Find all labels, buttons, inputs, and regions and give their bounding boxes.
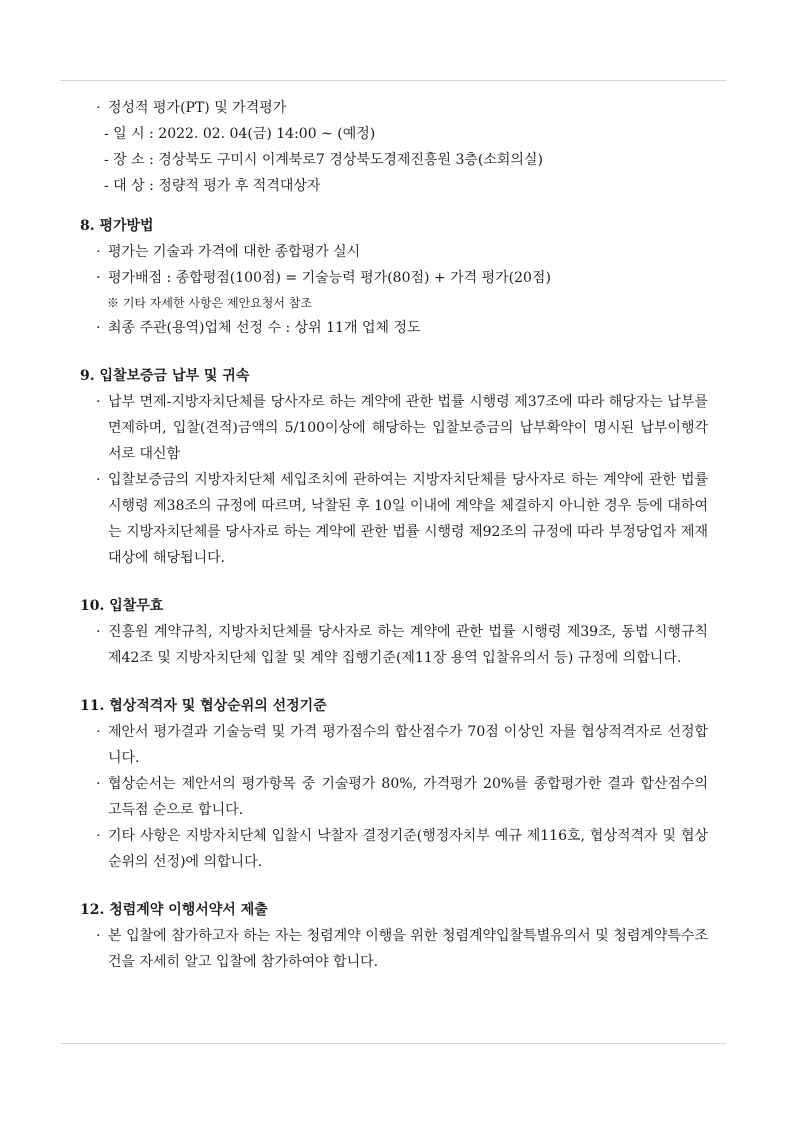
bullet-text: 최종 주관(용역)업체 선정 수 : 상위 11개 업체 정도	[108, 320, 421, 336]
schedule-place: - 장 소 : 경상북도 구미시 이계북로7 경상북도경제진흥원 3층(소회의실)	[104, 152, 543, 168]
schedule-target: - 대 상 : 정량적 평가 후 적격대상자	[104, 178, 321, 194]
bullet-item	[80, 619, 708, 671]
bullet-text: 기타 사항은 지방자치단체 입찰시 낙찰자 결정기준(행정자치부 예규 제116호, 협상적격자 및 협상순위의 선정)에 의합니다.	[108, 828, 708, 870]
bullet-item	[80, 239, 708, 265]
bullet-text: 평가는 기술과 가격에 대한 종합평가 실시	[108, 244, 361, 260]
bullet-item	[80, 923, 708, 975]
bullet-text: 협상순서는 제안서의 평가항목 중 기술평가 80%, 가격평가 20%를 종합평가한 결과 합산점수의 고득점 순으로 합니다.	[108, 776, 708, 818]
bullet-item	[80, 771, 708, 823]
document-body	[80, 95, 708, 975]
bullet-item	[80, 467, 708, 571]
bullet-dot-icon: ·	[96, 270, 101, 286]
bullet-text: 납부 면제-지방자치단체를 당사자로 하는 계약에 관한 법률 시행령 제37조에 따라 해당자는 납부를 면제하며, 입찰(견적)금액의 5/100이상에 해당하는 입찰보증금의 납부확약이 명시된 납부이행각서로 대신함	[108, 394, 708, 462]
bullet-item	[80, 389, 708, 467]
bullet-item	[80, 265, 708, 291]
reference-note: ※ 기타 자세한 사항은 제안요청서 참조	[107, 296, 312, 310]
section-heading: 12. 청렴계약 이행서약서 제출	[80, 902, 268, 918]
bullet-text: 제안서 평가결과 기술능력 및 가격 평가점수의 합산점수가 70점 이상인 자를 협상적격자로 선정합니다.	[108, 724, 708, 766]
bullet-text: 본 입찰에 참가하고자 하는 자는 청렴계약 이행을 위한 청렴계약입찰특별유의서 및 청렴계약특수조건을 자세히 알고 입찰에 참가하여야 합니다.	[108, 928, 708, 970]
bullet-dot-icon: ·	[96, 244, 101, 260]
bullet-item	[80, 719, 708, 771]
bullet-dot-icon: ·	[96, 100, 101, 116]
bullet-dot-icon: ·	[96, 928, 101, 944]
top-divider	[60, 80, 726, 81]
bullet-dot-icon: ·	[96, 776, 101, 792]
bottom-divider	[60, 1043, 726, 1044]
bullet-text: 진흥원 계약규칙, 지방자치단체를 당사자로 하는 계약에 관한 법률 시행령 제39조, 동법 시행규칙 제42조 및 지방자치단체 입찰 및 계약 집행기준(제11장 용역 입찰유의서 등) 규정에 의합니다.	[108, 624, 708, 666]
bullet-dot-icon: ·	[96, 828, 101, 844]
bullet-text: 평가배점 : 종합평점(100점) = 기술능력 평가(80점) + 가격 평가(20점)	[108, 270, 551, 286]
section-heading: 10. 입찰무효	[80, 598, 164, 614]
section-heading: 9. 입찰보증금 납부 및 귀속	[80, 368, 250, 384]
bullet-text: 입찰보증금의 지방자치단체 세입조치에 관하여는 지방자치단체를 당사자로 하는 계약에 관한 법률 시행령 제38조의 규정에 따르며, 낙찰된 후 10일 이내에 계약을 체결하지 아니한 경우 등에 대하여는 지방자치단체를 당사자로 하는 계약에 관한 법률 시행령 제92조의 규정에 따라 부정당업자 제재대상에 해당됩니다.	[108, 472, 708, 566]
section-heading: 11. 협상적격자 및 협상순위의 선정기준	[80, 698, 327, 714]
bullet-text: 정성적 평가(PT) 및 가격평가	[108, 100, 287, 116]
bullet-dot-icon: ·	[96, 394, 101, 410]
schedule-date: - 일 시 : 2022. 02. 04(금) 14:00 ~ (예정)	[104, 126, 376, 142]
bullet-item	[80, 95, 708, 121]
section-heading: 8. 평가방법	[80, 218, 154, 234]
bullet-dot-icon: ·	[96, 472, 101, 488]
bullet-item	[80, 315, 708, 341]
bullet-dot-icon: ·	[96, 624, 101, 640]
bullet-dot-icon: ·	[96, 724, 101, 740]
bullet-dot-icon: ·	[96, 320, 101, 336]
bullet-item	[80, 823, 708, 875]
